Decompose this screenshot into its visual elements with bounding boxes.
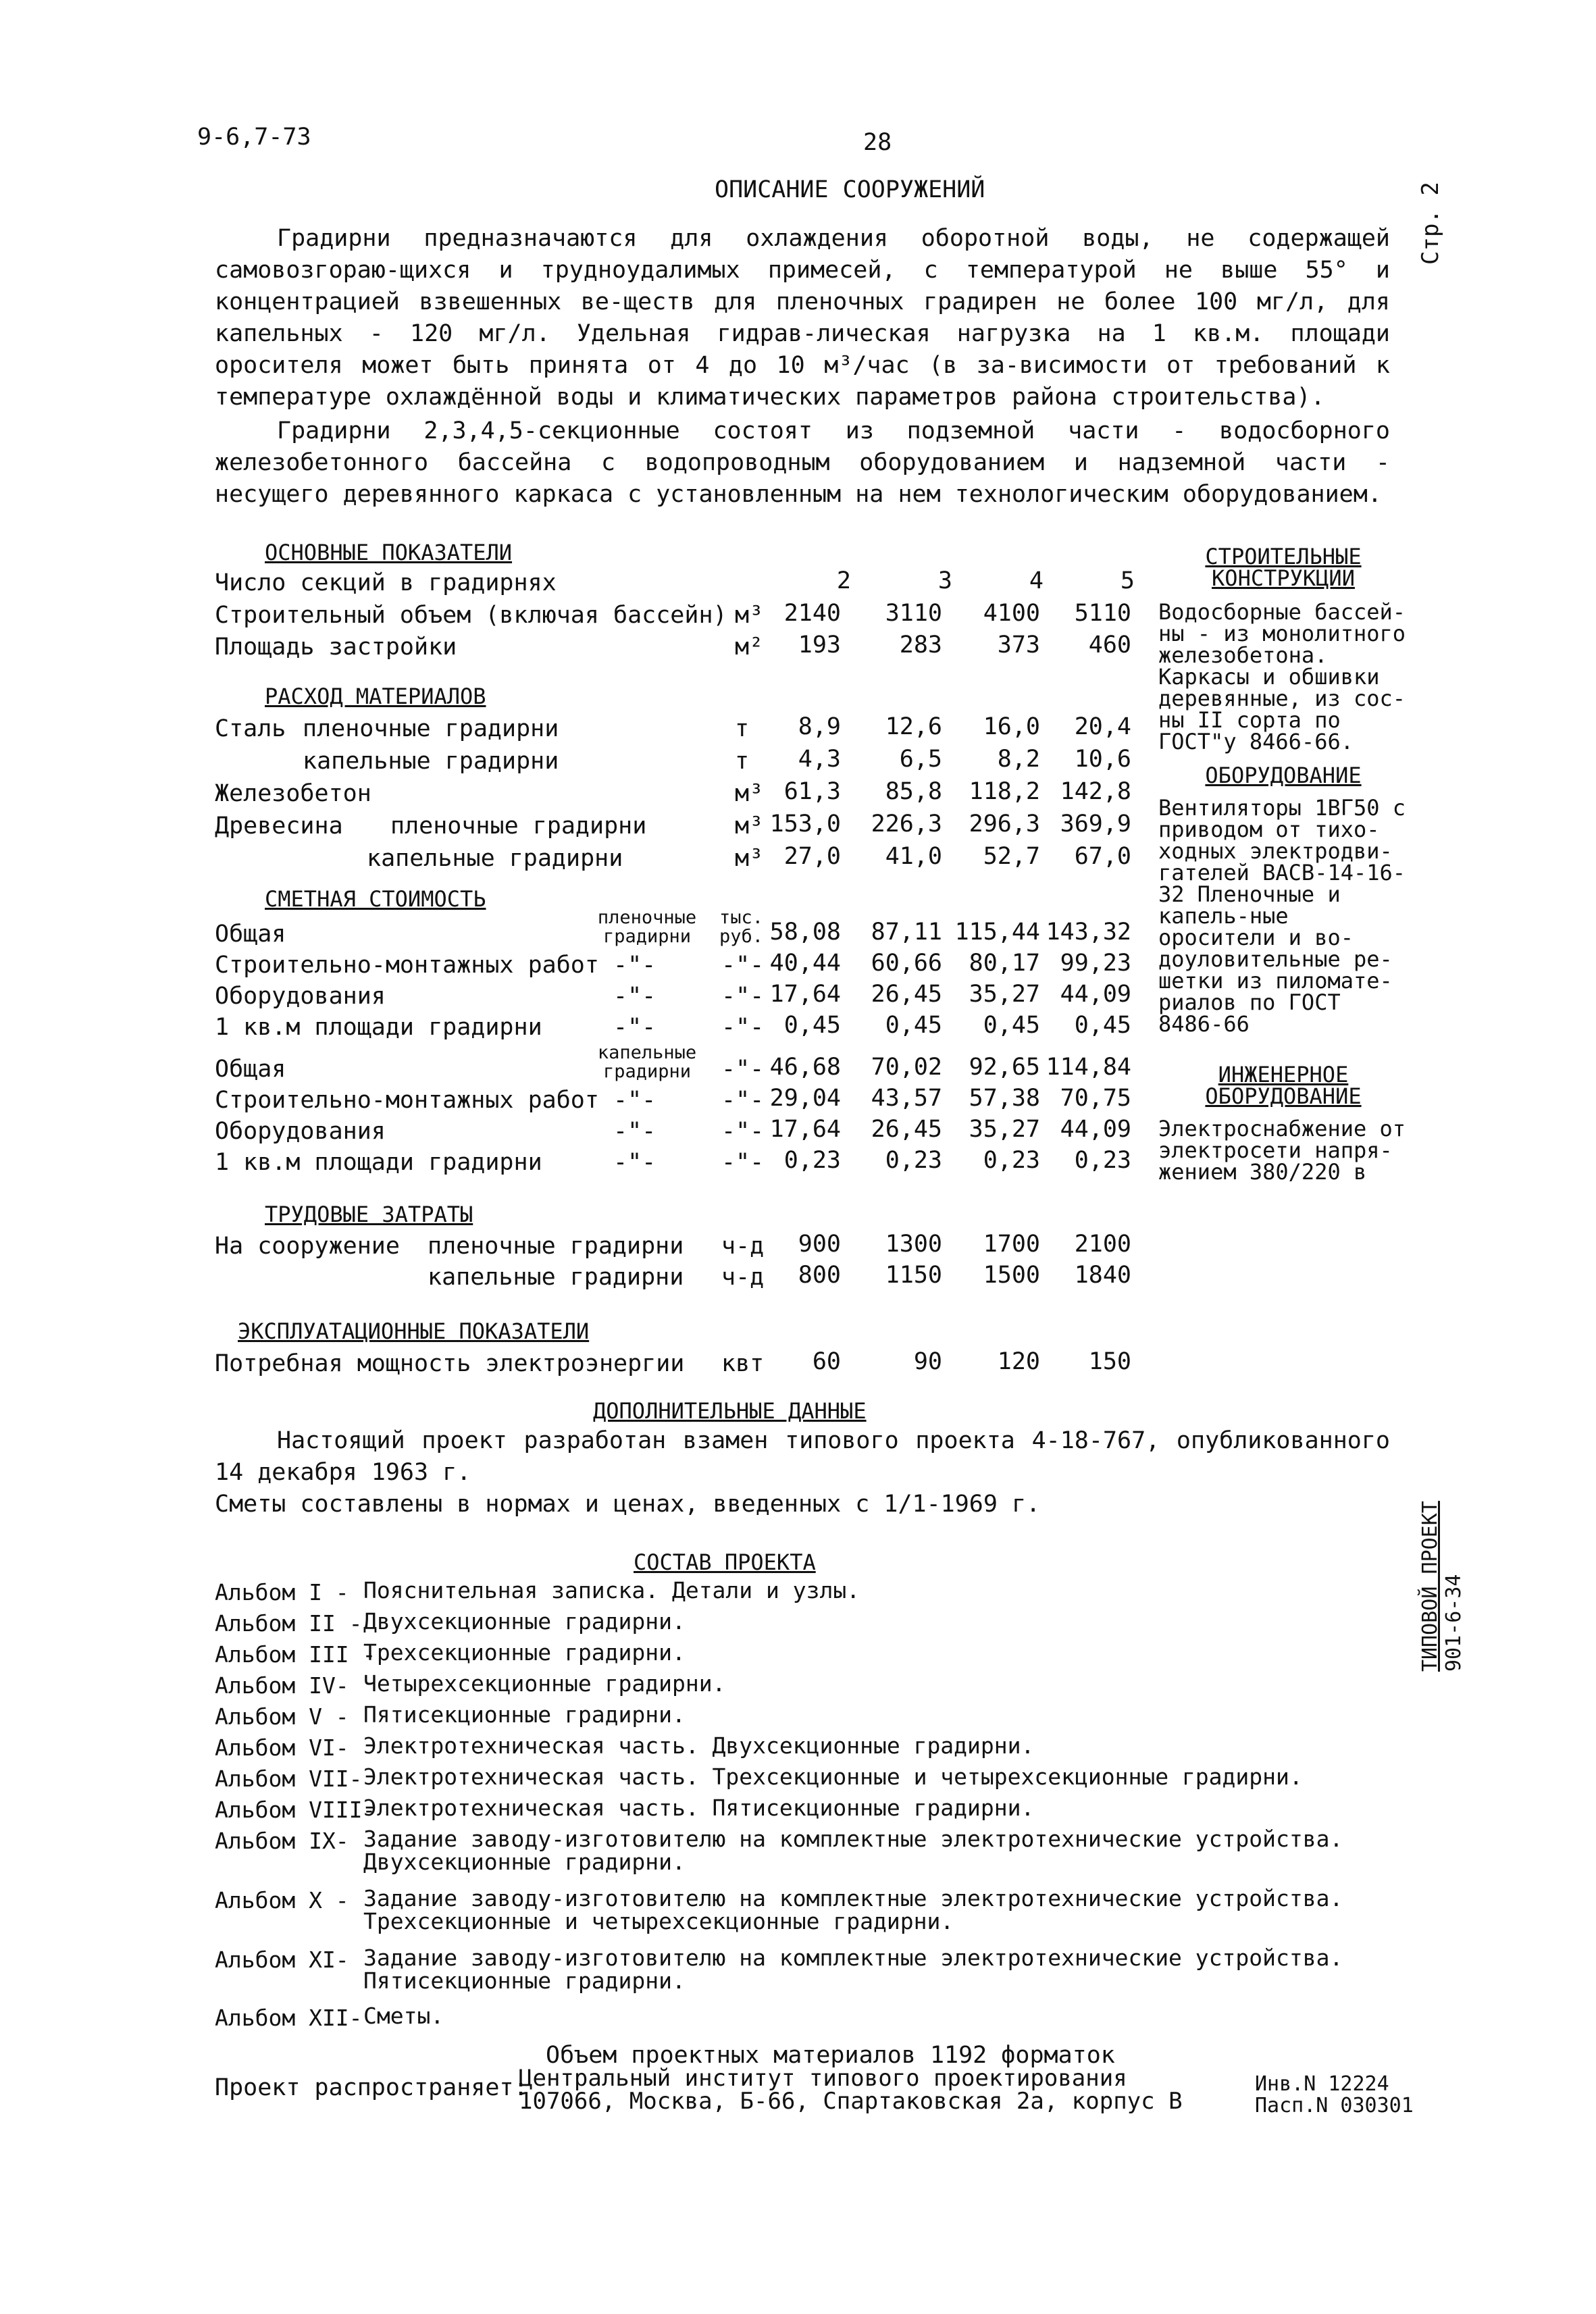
passport-number: Пасп.N 030301 [1255,2094,1414,2117]
cost-value: 99,23 [1060,950,1131,977]
cost-value: 44,09 [1060,1116,1131,1143]
cost-value: 92,65 [969,1054,1040,1081]
operation-value: 60 [812,1348,841,1375]
side-page-label: Стр. 2 [1417,182,1444,265]
material-sub: капельные градирни [367,845,623,872]
material-value: 12,6 [885,713,942,740]
cost-value: 46,68 [769,1054,841,1081]
row-value: 193 [798,632,841,659]
operation-heading: ЭКСПЛУАТАЦИОННЫЕ ПОКАЗАТЕЛИ [238,1318,590,1344]
row-value: 3110 [885,600,942,627]
cost-label: Строительно-монтажных работ [215,952,599,979]
additional-paragraph-2: Сметы составлены в нормах и ценах, введенных с 1/1-1969 г. [215,1491,1041,1518]
equip-heading [1158,765,1408,786]
eng-text: Электроснабжение от электросети напря-жением 380/220 в [1158,1116,1406,1185]
operation-value: 120 [997,1348,1040,1375]
cost-value: 0,45 [885,1012,942,1039]
cost-value: 17,64 [769,1116,841,1143]
cost-value: 35,27 [969,1116,1040,1143]
labor-sub: пленочные градирни [428,1233,684,1260]
cost-value: 26,45 [871,981,942,1008]
material-value: 226,3 [871,811,942,838]
album-title: Электротехническая часть. Двухсекционные градирни. [363,1732,1035,1759]
row-value: 373 [997,632,1040,659]
cost-value: 70,02 [871,1054,942,1081]
side-stamp-title: ТИПОВОЙ ПРОЕКТ [1418,1501,1442,1672]
album-title: Сметы. [363,2003,444,2029]
cost-unit: тыс. руб. [719,907,764,947]
labor-value: 900 [798,1231,841,1258]
material-value: 61,3 [783,778,841,805]
ditto-mark: -"- [721,1014,765,1041]
material-value: 52,7 [983,843,1040,870]
cost-value: 35,27 [969,981,1040,1008]
ditto-mark: -"- [721,1149,765,1176]
cost-value: 114,84 [1046,1054,1131,1081]
additional-heading: ДОПОЛНИТЕЛЬНЫЕ ДАННЫЕ [593,1398,867,1424]
row-label: Площадь застройки [215,634,457,661]
main-indicators-heading: ОСНОВНЫЕ ПОКАЗАТЕЛИ [265,540,513,565]
row-value: 5110 [1074,600,1131,627]
material-value: 369,9 [1060,811,1131,838]
material-value: 41,0 [885,843,942,870]
cost-value: 43,57 [871,1085,942,1112]
eng-heading [1158,1064,1408,1107]
labor-unit: ч-д [721,1264,765,1291]
cost-label: Общая [215,1056,286,1083]
labor-value: 1300 [885,1231,942,1258]
cost-value: 143,32 [1046,919,1131,946]
row-value: 460 [1088,632,1131,659]
album-title: Электротехническая часть. Пятисекционные градирни. [363,1795,1035,1821]
material-value: 85,8 [885,778,942,805]
album-code: Альбом VIII- [215,1797,376,1823]
cost-label: Оборудования [215,983,386,1010]
cost-value: 0,23 [983,1147,1040,1174]
material-unit: м³ [735,780,764,807]
cost-label: Оборудования [215,1118,386,1145]
sections-2: 2 [836,567,851,594]
cost-value: 44,09 [1060,981,1131,1008]
construct-heading-text: СТРОИТЕЛЬНЫЕ КОНСТРУКЦИИ [1205,544,1362,591]
material-value: 67,0 [1074,843,1131,870]
cost-heading: СМЕТНАЯ СТОИМОСТЬ [265,886,486,912]
labor-value: 1700 [983,1231,1040,1258]
cost-value: 26,45 [871,1116,942,1143]
ditto-mark: -"- [721,1087,765,1114]
side-stamp [1418,1501,1466,1672]
album-code: Альбом VI- [215,1734,349,1761]
side-stamp-number: 901-6-34 [1442,1574,1466,1672]
operation-label: Потребная мощность электроэнергии [215,1350,685,1377]
material-label: Древесина [215,813,343,840]
album-code: Альбом IV- [215,1672,349,1699]
labor-label: На сооружение [215,1233,400,1260]
labor-heading: ТРУДОВЫЕ ЗАТРАТЫ [265,1202,473,1227]
material-sub: капельные градирни [303,748,559,775]
cost-label: Общая [215,921,286,948]
material-value: 6,5 [899,746,942,773]
material-value: 8,9 [798,713,841,740]
operation-unit: квт [721,1350,765,1377]
album-code: Альбом VII- [215,1766,363,1792]
material-value: 296,3 [969,811,1040,838]
material-value: 153,0 [769,811,841,838]
album-code: Альбом II - [215,1610,363,1637]
cost-value: 0,45 [783,1012,841,1039]
cost-value: 29,04 [769,1085,841,1112]
row-unit: м³ [735,602,764,629]
album-code: Альбом III - [215,1641,376,1668]
page-number: 28 [863,129,892,156]
cost-value: 0,23 [783,1147,841,1174]
intro-paragraph-2: Градирни 2,3,4,5-секционные состоят из подземной части - водосборного железобетонного бассейна с водопроводным оборудованием и надземной части - несущего деревянного каркаса с установленным на нем технологическим оборудованием. [215,417,1390,508]
sections-5: 5 [1120,567,1135,594]
labor-value: 1500 [983,1262,1040,1289]
sections-3: 3 [937,567,952,594]
album-code: Альбом XI- [215,1947,349,1973]
material-unit: т [735,715,750,742]
material-value: 8,2 [997,746,1040,773]
album-code: Альбом XII- [215,2005,363,2031]
distributor-label: Проект распространяет: [215,2074,528,2101]
labor-value: 2100 [1074,1231,1131,1258]
material-value: 10,6 [1074,746,1131,773]
row-unit: м² [735,634,764,661]
album-title: Задание заводу-изготовителю на комплектные электротехнические устройства. Трехсекционные и четырехсекционные градирни. [363,1885,1343,1934]
labor-sub: капельные градирни [428,1264,684,1291]
ditto-mark: -"- [613,1149,657,1176]
cost-label: 1 кв.м площади градирни [215,1149,542,1176]
row-value: 283 [899,632,942,659]
ditto-mark: -"- [613,1014,657,1041]
eng-heading-text: ИНЖЕНЕРНОЕ ОБОРУДОВАНИЕ [1205,1062,1362,1109]
ditto-mark: -"- [721,952,765,979]
distributor-address: 107066, Москва, Б-66, Спартаковская 2а, корпус В [519,2088,1183,2115]
construct-heading [1158,546,1408,589]
additional-paragraph-1: Настоящий проект разработан взамен типового проекта 4-18-767, опубликованного 14 декабря 1963 г. [215,1427,1390,1486]
ditto-mark: -"- [721,983,765,1010]
cost-value: 60,66 [871,950,942,977]
equip-heading-text: ОБОРУДОВАНИЕ [1205,763,1362,788]
cost-value: 115,44 [954,919,1040,946]
ditto-mark: -"- [613,983,657,1010]
distributor-org: Центральный институт типового проектирования [519,2065,1127,2092]
equip-text: Вентиляторы 1ВГ50 с приводом от тихо-ходных электродви-гателей ВАСВ-14-16-32 Пленочные и капель-ные оросители и во-доуловительные ре-шетки из пиломате-риалов по ГОСТ 8486-66 [1158,795,1406,1037]
material-sub: пленочные градирни [303,715,559,742]
labor-value: 800 [798,1262,841,1289]
labor-value: 1150 [885,1262,942,1289]
album-code: Альбом I - [215,1579,349,1605]
album-title: Пятисекционные градирни. [363,1701,686,1728]
material-value: 118,2 [969,778,1040,805]
material-value: 20,4 [1074,713,1131,740]
volume-line: Объем проектных материалов 1192 форматок [546,2042,1115,2069]
ditto-mark: -"- [721,1056,765,1083]
cost-value: 57,38 [969,1085,1040,1112]
material-value: 4,3 [798,746,841,773]
cost-label: Строительно-монтажных работ [215,1087,599,1114]
materials-heading: РАСХОД МАТЕРИАЛОВ [265,684,486,709]
cost-type-film: пленочные градирни [597,907,697,947]
album-title: Трехсекционные градирни. [363,1639,686,1666]
album-title: Двухсекционные градирни. [363,1608,686,1635]
material-sub: пленочные градирни [390,813,647,840]
material-unit: м³ [735,813,764,840]
row-label: Строительный объем (включая бассейн) [215,602,727,629]
album-title: Электротехническая часть. Трехсекционные и четырехсекционные градирни. [363,1764,1303,1790]
material-label: Железобетон [215,780,371,807]
cost-value: 0,45 [983,1012,1040,1039]
material-unit: т [735,748,750,775]
material-unit: м³ [735,845,764,872]
cost-value: 87,11 [871,919,942,946]
material-value: 27,0 [783,843,841,870]
material-label: Сталь [215,715,286,742]
cost-value: 80,17 [969,950,1040,977]
album-title: Пояснительная записка. Детали и узлы. [363,1577,860,1603]
ditto-mark: -"- [721,1118,765,1145]
cost-value: 40,44 [769,950,841,977]
sections-label: Число секций в градирнях [215,569,557,596]
material-value: 16,0 [983,713,1040,740]
album-title: Задание заводу-изготовителю на комплектные электротехнические устройства. Пятисекционные градирни. [363,1945,1343,1994]
sections-4: 4 [1029,567,1044,594]
operation-value: 150 [1088,1348,1131,1375]
album-code: Альбом IX- [215,1828,349,1854]
row-value: 4100 [983,600,1040,627]
album-code: Альбом X - [215,1887,349,1913]
cost-value: 0,23 [885,1147,942,1174]
page-title: ОПИСАНИЕ СООРУЖЕНИЙ [715,176,985,203]
row-value: 2140 [783,600,841,627]
album-title: Четырехсекционные градирни. [363,1670,726,1697]
composition-heading: СОСТАВ ПРОЕКТА [634,1549,816,1575]
ditto-mark: -"- [613,1087,657,1114]
inventory-number: Инв.N 12224 [1255,2072,1389,2096]
construct-text: Водосборные бассей-ны - из монолитного железобетона. Каркасы и обшивки деревянные, из сос-ны II сорта по ГОСТ"у 8466-66. [1158,599,1406,754]
album-title: Задание заводу-изготовителю на комплектные электротехнические устройства. Двухсекционные градирни. [363,1826,1343,1875]
cost-value: 17,64 [769,981,841,1008]
operation-value: 90 [913,1348,942,1375]
cost-type-drip: капельные градирни [597,1042,697,1082]
ditto-mark: -"- [613,952,657,979]
material-value: 142,8 [1060,778,1131,805]
intro-paragraph-1: Градирни предназначаются для охлаждения оборотной воды, не содержащей самовозгораю-щихся и трудноудалимых примесей, с температурой не выше 55° и концентрацией взвешенных ве-ществ для пленочных градирен не более 100 мг/л, для капельных - 120 мг/л. Удельная гидрав-лическая нагрузка на 1 кв.м. площади оросителя может быть принята от 4 до 10 м³/час (в за-висимости от требований к температуре охлаждённой воды и климатических параметров района строительства). [215,225,1390,411]
album-code: Альбом V - [215,1703,349,1730]
document-code: 9-6,7-73 [197,124,311,151]
cost-label: 1 кв.м площади градирни [215,1014,542,1041]
cost-value: 70,75 [1060,1085,1131,1112]
labor-value: 1840 [1074,1262,1131,1289]
cost-value: 0,45 [1074,1012,1131,1039]
ditto-mark: -"- [613,1118,657,1145]
labor-unit: ч-д [721,1233,765,1260]
cost-value: 0,23 [1074,1147,1131,1174]
cost-value: 58,08 [769,919,841,946]
